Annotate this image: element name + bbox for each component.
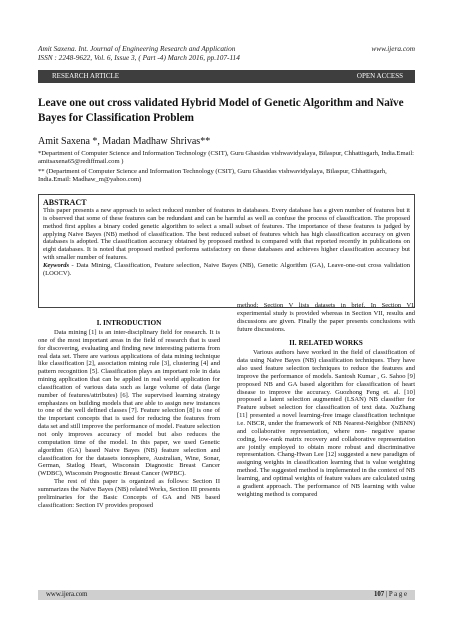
page-number-value: 107 (373, 591, 385, 598)
issn-line: ISSN : 2248-9622, Vol. 6, Issue 3, ( Part -4) March 2016, pp.107-114 (38, 53, 240, 62)
paragraph: Various authors have worked in the field of classification of data using Naïve Bayes (NB) classification techniques. They have also used feature selection techniques to reduce the features and improve the performance of models. Santosh Kumar , G. Sahoo [9] proposed NB and GA based algorithm for classification of heart disease to improve the accuracy. Guozhong Feng et. al. [10] proposed a latent selection augmented (LSAN) NB classifier for Feature subset selection for classification of text data. XuZhang [11] presented a novel learning-free image classification technique i.e. NBCR, under the framework of NB Nearest-Neighbor (NBNN) and collaborative representation, where non- negative sparse coding, low-rank matrix recovery and collaborative representation are jointly employed to obtain more robust and discriminative representation. Chang-Hwan Lee [12] suggested a new paradigm of assigning weights in classification learning that is value weighting method. The suggested method is implemented in the context of NB learning, and optimal weights of feature values are calculated using a gradient approach. The performance of NB learning with value weighting method is compared (237, 349, 415, 498)
keywords (43, 262, 410, 278)
affiliation-2: ** (Department of Computer Science and Information Technology (CSIT), Guru Ghasidas vishwavidyalaya, Bilaspur, Chhattisgarh, India.Email: Madhaw_m@yahoo.com) (38, 168, 387, 184)
access-type: OPEN ACCESS (356, 72, 403, 80)
column-left (38, 318, 220, 509)
authors: Amit Saxena *, Madan Madhaw Shrivas** (38, 136, 211, 147)
footer-url: www.ijera.com (46, 591, 88, 598)
abstract-box (38, 194, 415, 308)
journal-citation: Amit Saxena. Int. Journal of Engineering Research and Application (38, 44, 236, 53)
paper-title: Leave one out cross validated Hybrid Model of Genetic Algorithm and Naïve Bayes for Classification Problem (38, 97, 404, 124)
section-heading-related-works: II. RELATED WORKS (289, 338, 363, 348)
keywords-label: Keywords (43, 261, 69, 269)
article-type: RESEARCH ARTICLE (52, 72, 120, 80)
page-label: | P a g e (384, 591, 407, 598)
keywords-text: - Data Mining, Classification, Feature selection, Naive Bayes (NB), Genetic Algorithm (GA), Leave-one-out cross validation (LOOCV). (43, 261, 410, 277)
column-right (237, 302, 415, 498)
page-number (374, 590, 407, 600)
paragraph: Data mining [1] is an inter-disciplinary field for research. It is one of the most important areas in the field of research that is used for discovering, evaluating and finding new interesting patterns from real data set. There are various applications of data mining technique like classification [2], association mining rule [3], clustering [4] and pattern recognition [5]. Classification plays an important role in data mining application that can be applied in real world application for classification of various data such as large volume of data (large number of features/attributes) [6]. The supervised learning strategy emphasizes on building models that are able to assign new instances to one of the well defined classes [7]. Feature selection [8] is one of the important concepts that is used for reducing the features from data set and still improve the performance of model. Feature selection not only improves accuracy of model but also reduces the computation time of the model. In this paper, we used Genetic algorithm (GA) based Naive Bayes (NB) feature selection and classification for the datasets ionosphere, Australian, Wine, Sonar, German, Statlog Heart, Wisconsin Diagnostic Breast Cancer (WDBC), Wisconsin Prognostic Breast Cancer (WPBC). (38, 329, 220, 478)
abstract-text: This paper presents a new approach to select reduced number of features in databases. Every database has a given number of features but it is observed that some of these features can be redundant and can be harmful as well as confuse the process of classification. The proposed method first applies a binary coded genetic algorithm to select a small subset of features. The importance of these features is judged by applying Naive Bayes (NB) method of classification. The best reduced subset of features which has high classification accuracy on given databases is adopted. The classification accuracy obtained by proposed method is compared with that reported recently in publications on eight databases. It is noted that proposed method performs satisfactory on these databases and achieves higher classification accuracy but with smaller number of features. (43, 207, 410, 262)
paragraph: The rest of this paper is organized as follows: Section II summarizes the Naïve Bayes (NB) related Works, Section III presents preliminaries for the Basic Concepts of GA and NB based classification: Section IV provides proposed (38, 478, 220, 509)
abstract-heading: ABSTRACT (43, 198, 87, 207)
article-banner (38, 70, 415, 83)
journal-url: www.ijera.com (371, 44, 415, 53)
affiliation-1: *Department of Computer Science and Information Technology (CSIT), Guru Ghasidas vishwavidyalaya, Bilaspur, Chhattisgarh, India.Email: amitsaxena65@rediffmail.com ) (38, 150, 415, 166)
paragraph: method; Section V lists datasets in brief. In Section VI, experimental study is provided whereas in Section VII, results and discussions are given. Finally the paper presents conclusions with future discussions. (237, 302, 415, 333)
page-footer (38, 590, 415, 600)
section-heading-introduction: I. INTRODUCTION (96, 318, 162, 327)
